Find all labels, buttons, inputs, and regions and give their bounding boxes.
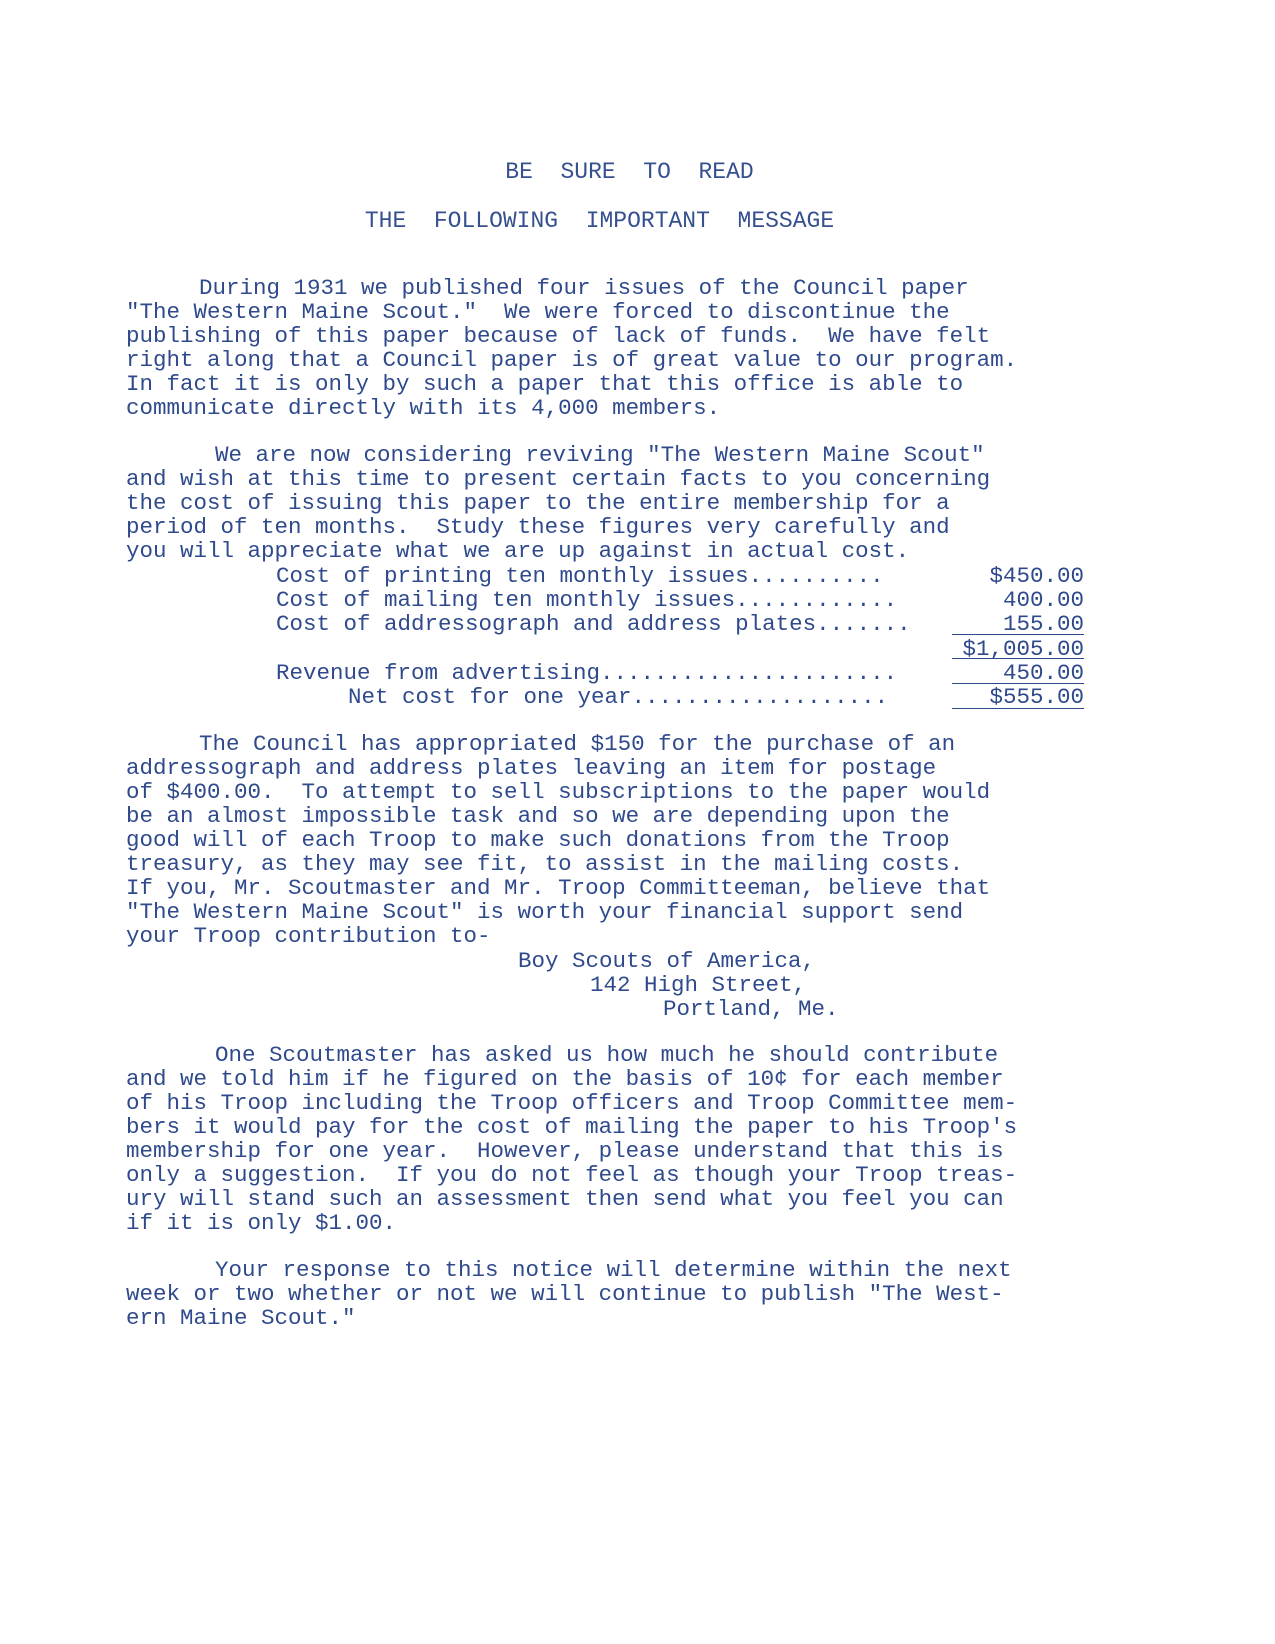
para1-line: "The Western Maine Scout." We were forced to discontinue the xyxy=(126,299,950,325)
net-underline xyxy=(952,708,1084,709)
para1-line: right along that a Council paper is of great value to our program. xyxy=(126,347,1018,373)
ledger-row-mailing xyxy=(276,587,1084,612)
address-line: 142 High Street, xyxy=(590,972,807,998)
ledger-label: Revenue from advertising...................... xyxy=(276,660,898,686)
para3-line: treasury, as they may see fit, to assist in the mailing costs. xyxy=(126,851,964,877)
para4-line: and we told him if he figured on the basis of 10¢ for each member xyxy=(126,1066,1004,1092)
para1-line: communicate directly with its 4,000 members. xyxy=(126,395,721,421)
para4-line: ury will stand such an assessment then send what you feel you can xyxy=(126,1186,1004,1212)
ledger-subtotal: $1,005.00 xyxy=(962,636,1084,662)
ledger-amount: 400.00 xyxy=(1002,587,1084,613)
ledger-row-revenue xyxy=(276,660,1084,685)
para1-line: During 1931 we published four issues of the Council paper xyxy=(199,275,969,301)
address-line: Boy Scouts of America, xyxy=(518,948,816,974)
para4-line: One Scoutmaster has asked us how much he should contribute xyxy=(215,1042,999,1068)
para2-line: period of ten months. Study these figures very carefully and xyxy=(126,514,950,540)
para2-line: We are now considering reviving "The Western Maine Scout" xyxy=(215,442,985,468)
para3-line: your Troop contribution to- xyxy=(126,923,491,949)
subtotal-rule xyxy=(952,634,1084,635)
para5-line: ern Maine Scout." xyxy=(126,1305,356,1331)
ledger-row-addressograph xyxy=(276,611,1084,636)
ledger-label: Cost of printing ten monthly issues.......... xyxy=(276,563,884,589)
para3-line: addressograph and address plates leaving an item for postage xyxy=(126,755,937,781)
para4-line: of his Troop including the Troop officers and Troop Committee mem- xyxy=(126,1090,1018,1116)
para3-line: good will of each Troop to make such donations from the Troop xyxy=(126,827,950,853)
ledger-amount: $450.00 xyxy=(989,563,1084,589)
para3-line: be an almost impossible task and so we are depending upon the xyxy=(126,803,950,829)
para1-line: In fact it is only by such a paper that this office is able to xyxy=(126,371,964,397)
ledger-amount: 155.00 xyxy=(1002,611,1084,637)
heading-line-1: BE SURE TO READ xyxy=(505,159,754,185)
ledger-row-printing xyxy=(276,563,1084,588)
para4-line: bers it would pay for the cost of mailing the paper to his Troop's xyxy=(126,1114,1018,1140)
para3-line: If you, Mr. Scoutmaster and Mr. Troop Committeeman, believe that xyxy=(126,875,991,901)
para4-line: if it is only $1.00. xyxy=(126,1210,397,1236)
para2-line: you will appreciate what we are up against in actual cost. xyxy=(126,538,910,564)
heading-line-2: THE FOLLOWING IMPORTANT MESSAGE xyxy=(364,208,835,234)
para3-line: "The Western Maine Scout" is worth your financial support send xyxy=(126,899,964,925)
address-line: Portland, Me. xyxy=(663,996,839,1022)
para3-line: of $400.00. To attempt to sell subscriptions to the paper would xyxy=(126,779,991,805)
ledger-label: Net cost for one year................... xyxy=(348,684,889,710)
para4-line: membership for one year. However, please understand that this is xyxy=(126,1138,1004,1164)
para5-line: Your response to this notice will determine within the next xyxy=(215,1257,1012,1283)
ledger-row-net xyxy=(348,684,1084,709)
subtotal-underline xyxy=(952,658,1084,659)
para4-line: only a suggestion. If you do not feel as though your Troop treas- xyxy=(126,1162,1018,1188)
para2-line: the cost of issuing this paper to the entire membership for a xyxy=(126,490,950,516)
para1-line: publishing of this paper because of lack of funds. We have felt xyxy=(126,323,991,349)
para3-line: The Council has appropriated $150 for the purchase of an xyxy=(199,731,956,757)
ledger-label: Cost of mailing ten monthly issues............ xyxy=(276,587,898,613)
ledger-label: Cost of addressograph and address plates....... xyxy=(276,611,911,637)
ledger-net-amount: $555.00 xyxy=(989,684,1084,710)
para2-line: and wish at this time to present certain facts to you concerning xyxy=(126,466,991,492)
ledger-amount: 450.00 xyxy=(1002,660,1084,686)
para5-line: week or two whether or not we will continue to publish "The West- xyxy=(126,1281,1004,1307)
